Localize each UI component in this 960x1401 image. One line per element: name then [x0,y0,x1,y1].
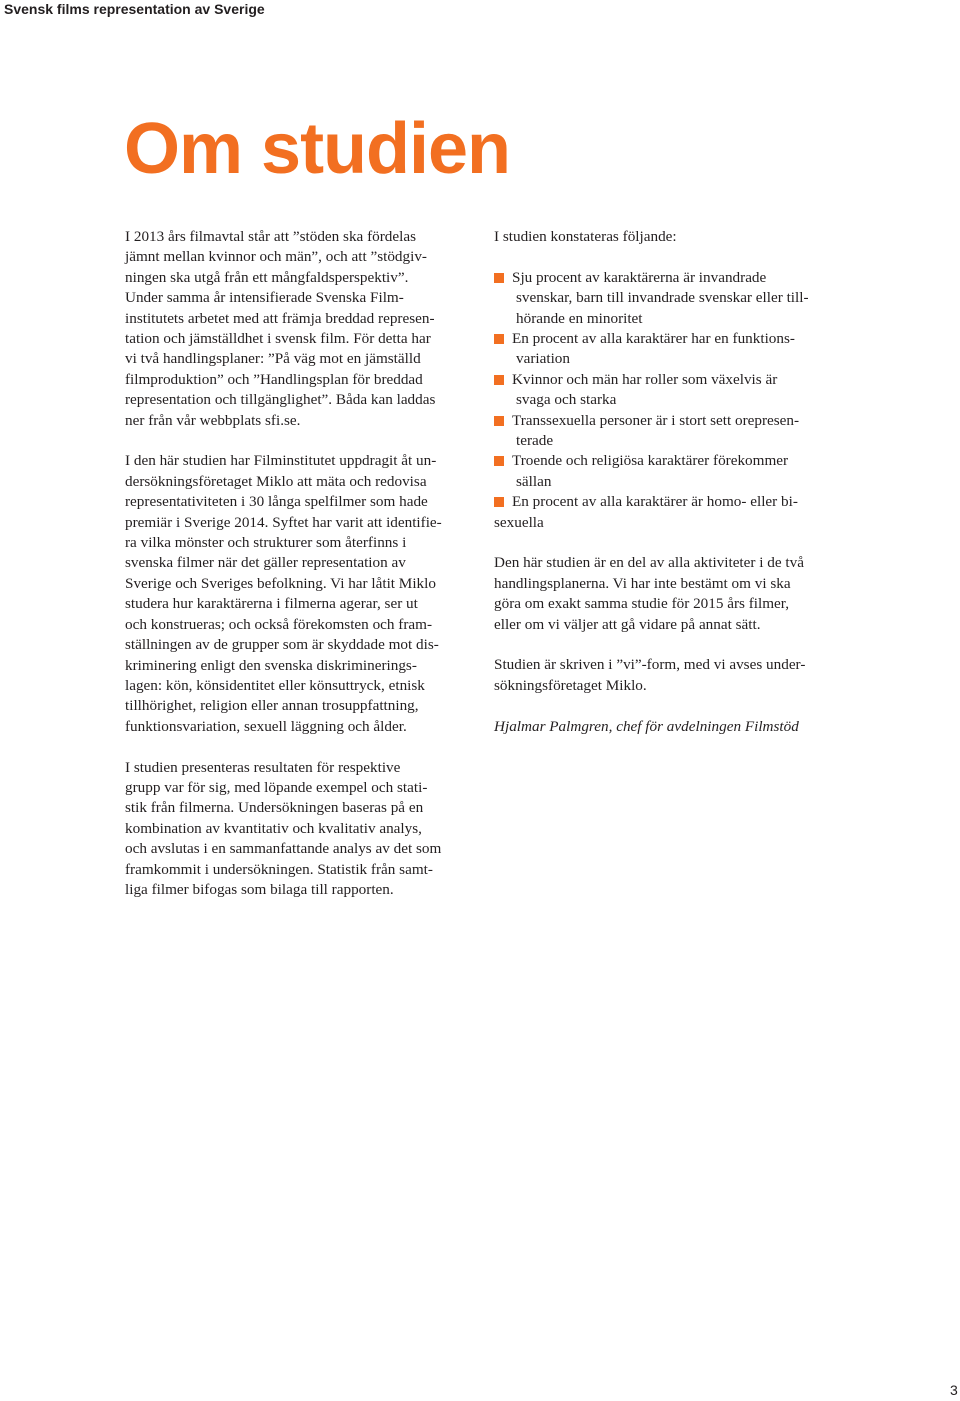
text-line: sällan [516,472,552,490]
author-signature [494,717,844,737]
text-line: sexuella [494,513,544,531]
right-column [494,227,844,757]
text-line: Studien är skriven i ”vi”-form, med vi avses under- [494,656,806,674]
results-paragraph [125,758,475,901]
text-line: I den här studien har Filminstitutet uppdragit åt un- [125,452,437,470]
text-line: Troende och religiösa karaktärer förekommer [512,452,789,470]
text-line: stik från filmerna. Undersökningen baseras på en [125,799,424,817]
text-line: liga filmer bifogas som bilaga till rapporten. [125,880,394,898]
text-line: hörande en minoritet [516,309,643,327]
text-line: ställningen av de grupper som är skyddade mot dis- [125,636,439,654]
text-line: representativiteten i 30 långa spelfilmer som hade [125,493,428,511]
activities-paragraph [494,553,844,635]
orange-square-bullet-icon [494,375,504,385]
finding-item [494,268,844,329]
text-line: premiär i Sverige 2014. Syftet har varit att identifie- [125,513,442,531]
orange-square-bullet-icon [494,334,504,344]
findings-intro [494,227,844,247]
form-paragraph [494,655,844,696]
text-line: ra vilka mönster och strukturer som återfinns i [125,534,407,552]
text-line: Transsexuella personer är i stort sett orepresen- [512,411,800,429]
text-line: variation [516,350,570,368]
left-column [125,227,475,921]
text-line: framkommit i undersökningen. Statistik från samt- [125,860,433,878]
text-line: representation och tillgänglighet”. Båda kan laddas [125,391,436,409]
text-line: I studien presenteras resultaten för respektive [125,758,401,776]
finding-item [494,451,844,492]
text-line: I 2013 års filmavtal står att ”stöden ska fördelas [125,228,417,245]
text-line: svenska filmer när det gäller representation av [125,554,406,572]
text-line: dersökningsföretaget Miklo att mäta och redovisa [125,472,427,490]
text-line: tation och jämställdhet i svensk film. För detta har [125,330,431,348]
text-line: En procent av alla karaktärer är homo- eller bi- [512,493,798,511]
orange-square-bullet-icon [494,273,504,283]
text-line: Den här studien är en del av alla aktiviteter i de två [494,554,804,572]
text-line: funktionsvariation, sexuell läggning och ålder. [125,717,407,735]
text-line: Hjalmar Palmgren, chef för avdelningen Filmstöd [494,717,799,735]
text-line: handlingsplanerna. Vi har inte bestämt om vi ska [494,574,791,592]
text-line: studera hur karaktärerna i filmerna agerar, ser ut [125,595,418,613]
running-header: Svensk films representation av Sverige [4,1,265,17]
orange-square-bullet-icon [494,456,504,466]
finding-item [494,492,844,533]
text-line: svenskar, barn till invandrade svenskar eller till- [516,289,809,307]
text-line: tillhörighet, religion eller annan trosuppfattning, [125,697,419,715]
text-line: svaga och starka [516,391,617,409]
text-line: lagen: kön, könsidentitet eller könsuttryck, etnisk [125,676,425,694]
text-line: ningen ska utgå från ett mångfaldsperspektiv”. [125,268,409,286]
text-line: terade [516,432,554,450]
finding-item [494,329,844,370]
method-paragraph [125,451,475,737]
text-line: Sju procent av karaktärerna är invandrade [512,268,767,286]
text-line: institutets arbetet med att främja breddad represen- [125,309,435,327]
text-line: kombination av kvantitativ och kvalitativ analys, [125,819,422,837]
text-line: och avslutas i en sammanfattande analys av det som [125,840,442,858]
text-line: eller om vi väljer att gå vidare på annat sätt. [494,615,761,633]
text-line: En procent av alla karaktärer har en funktions- [512,330,795,348]
findings-list [494,268,844,533]
page-number: 3 [950,1382,958,1398]
intro-paragraph [125,227,475,431]
text-line: I studien konstateras följande: [494,228,677,245]
text-line: och konstrueras; och också förekomsten och fram- [125,615,433,633]
text-line: Under samma år intensifierade Svenska Film- [125,289,404,307]
text-line: Kvinnor och män har roller som växelvis är [512,370,778,388]
orange-square-bullet-icon [494,416,504,426]
text-line: kriminering enligt den svenska diskriminerings- [125,656,417,674]
text-line: grupp var för sig, med löpande exempel och stati- [125,778,428,796]
finding-item [494,411,844,452]
text-line: sökningsföretaget Miklo. [494,676,647,694]
text-line: göra om exakt samma studie för 2015 års filmer, [494,595,790,613]
page-title: Om studien [124,109,511,189]
orange-square-bullet-icon [494,497,504,507]
finding-item [494,370,844,411]
text-line: jämnt mellan kvinnor och män”, och att ”stödgiv- [125,248,427,266]
text-line: vi två handlingsplaner: ”På väg mot en jämställd [125,350,421,368]
text-line: Sverige och Sveriges befolkning. Vi har låtit Miklo [125,574,436,592]
text-line: filmproduktion” och ”Handlingsplan för breddad [125,370,423,388]
text-line: ner från vår webbplats sfi.se. [125,411,301,429]
